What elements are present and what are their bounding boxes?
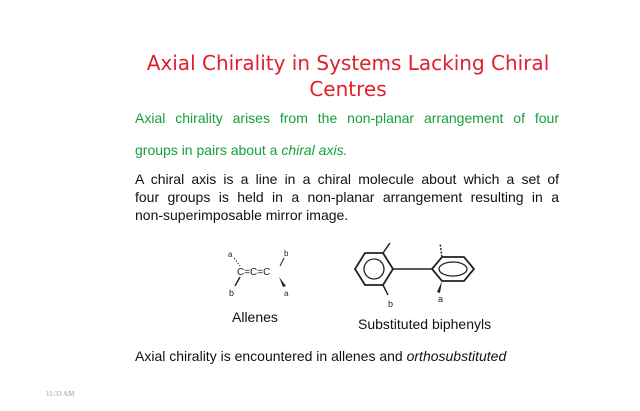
- intro-line-2: [135, 140, 559, 160]
- conclusion-text: Axial chirality is encountered in allenes and: [135, 348, 407, 364]
- footer-time: 11:33 AM: [46, 390, 75, 398]
- definition-line-3: non-superimposable mirror image.: [135, 207, 349, 223]
- biphenyl-sub-b: b: [388, 299, 394, 308]
- allenes-caption: Allenes: [232, 309, 278, 325]
- allene-core-label: C=C=C: [237, 267, 271, 278]
- conclusion-line: [135, 346, 559, 366]
- intro-line-2-text: groups in pairs about a: [135, 142, 282, 158]
- allene-sub-b-right: b: [284, 249, 289, 258]
- intro-line-1: Axial chirality arises from the non-planar arrangement of four: [135, 110, 559, 126]
- definition-line-1: A chiral axis is a line in a chiral molecule about which a set of: [135, 171, 559, 187]
- chiral-axis-term: chiral axis.: [281, 142, 348, 158]
- biphenyl-sub-a: a: [438, 294, 444, 304]
- slide-title: Axial Chirality in Systems Lacking Chiral Centres: [146, 51, 550, 101]
- allene-sub-a-left: a: [228, 250, 233, 259]
- allene-structure: [218, 244, 300, 300]
- allene-sub-a-right: a: [284, 289, 289, 298]
- biphenyls-caption: Substituted biphenyls: [358, 316, 492, 332]
- definition-line-2: four groups is held in a non-planar arrangement resulting in a: [135, 189, 559, 205]
- allene-sub-b-left: b: [229, 288, 235, 298]
- orthosubstituted-term: orthosubstituted: [406, 348, 507, 364]
- biphenyl-structure: [350, 240, 490, 308]
